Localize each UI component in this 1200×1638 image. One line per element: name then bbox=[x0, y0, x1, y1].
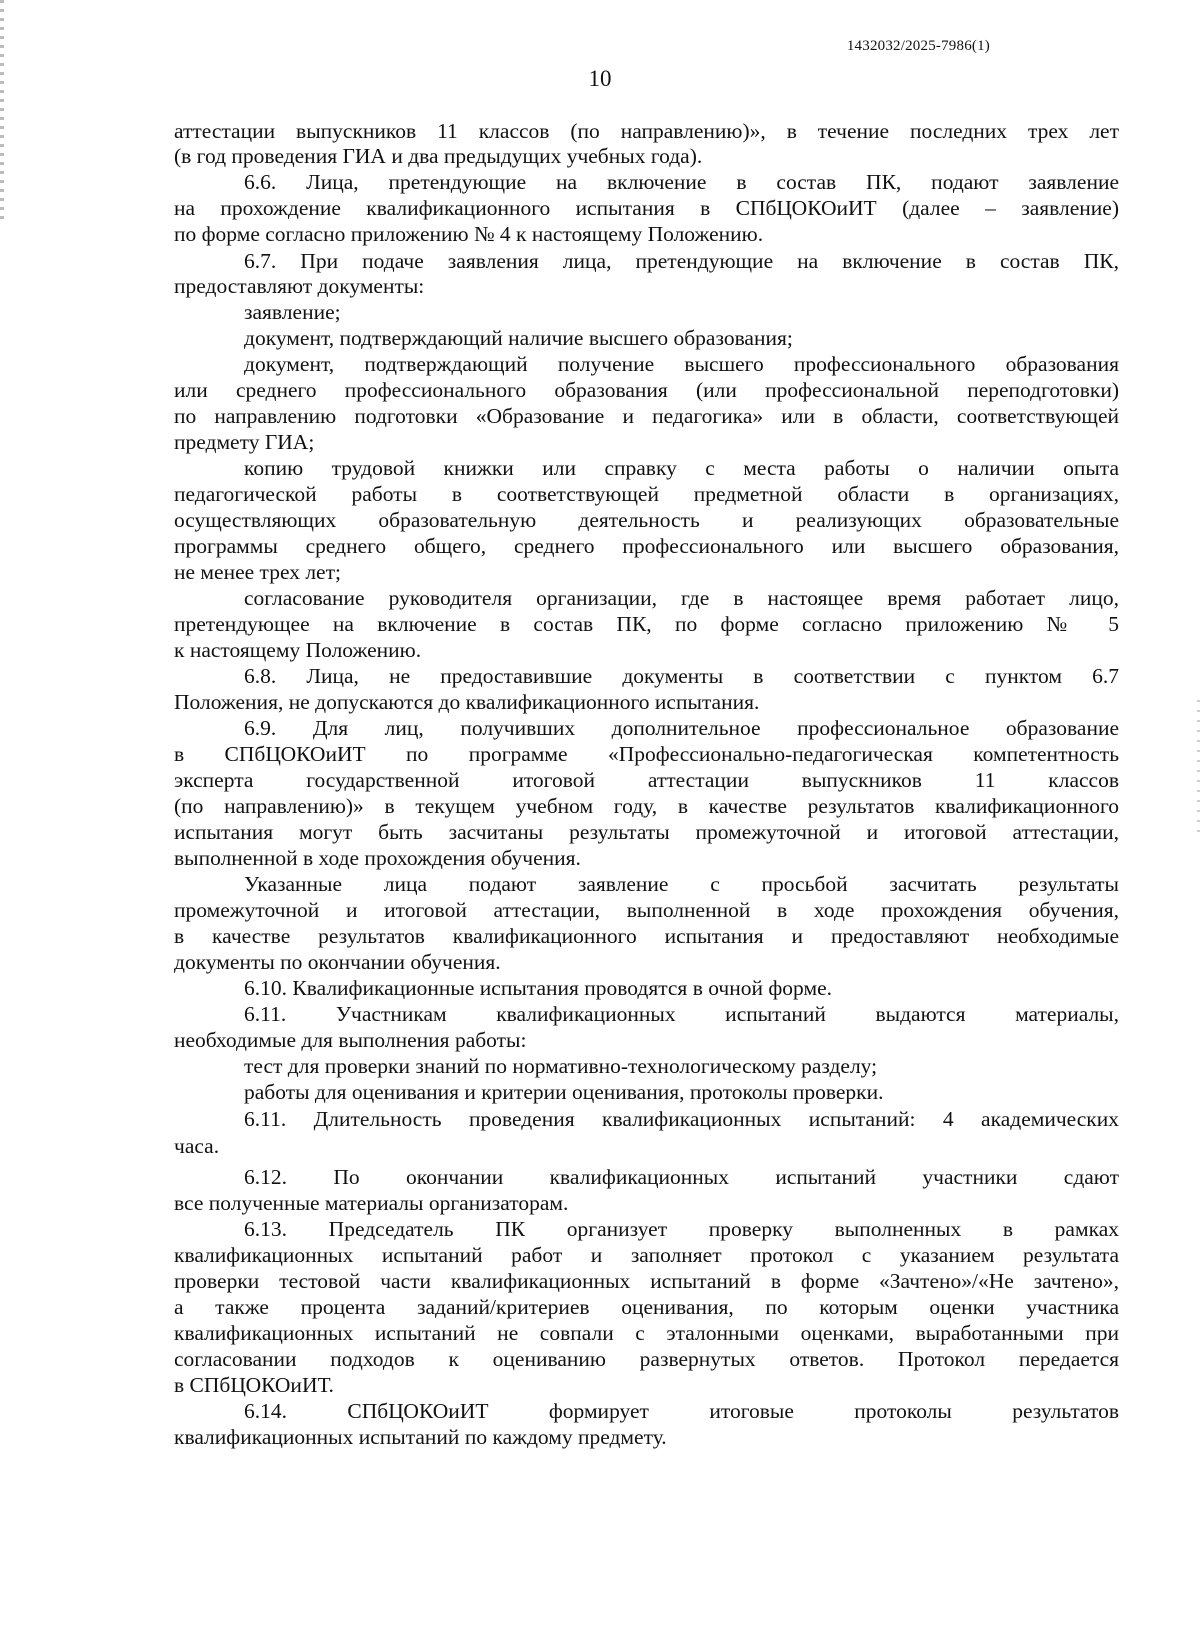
text-line: 6.9. Для лиц, получивших дополнительное профессиональное образование bbox=[244, 716, 1119, 740]
text-line: в СПбЦОКОиИТ. bbox=[174, 1373, 334, 1397]
text-line: квалификационных испытаний по каждому предмету. bbox=[174, 1425, 667, 1449]
text-line: тест для проверки знаний по нормативно-технологическому разделу; bbox=[244, 1054, 878, 1078]
text-line: документ, подтверждающий наличие высшего образования; bbox=[244, 326, 793, 350]
text-line: документ, подтверждающий получение высшего профессионального образования bbox=[244, 352, 1119, 376]
text-line: Положения, не допускаются до квалификационного испытания. bbox=[174, 690, 760, 714]
text-line: к настоящему Положению. bbox=[174, 638, 422, 662]
text-line: осуществляющих образовательную деятельность и реализующих образовательные bbox=[174, 508, 1119, 532]
text-line: 6.14. СПбЦОКОиИТ формирует итоговые протоколы результатов bbox=[244, 1399, 1119, 1423]
text-line: а также процента заданий/критериев оценивания, по которым оценки участника bbox=[174, 1295, 1119, 1319]
text-line: квалификационных испытаний не совпали с эталонными оценками, выработанными при bbox=[174, 1321, 1119, 1345]
text-line: эксперта государственной итоговой аттестации выпускников 11 классов bbox=[174, 768, 1119, 792]
page-number: 10 bbox=[588, 66, 612, 91]
text-line: не менее трех лет; bbox=[174, 560, 341, 584]
text-line: согласование руководителя организации, где в настоящее время работает лицо, bbox=[244, 586, 1119, 610]
text-line: 6.11. Длительность проведения квалификационных испытаний: 4 академических bbox=[244, 1107, 1119, 1131]
text-line: заявление; bbox=[244, 300, 341, 324]
scan-edge-marks bbox=[0, 0, 4, 220]
text-line: (в год проведения ГИА и два предыдущих учебных года). bbox=[174, 144, 703, 168]
text-line: часа. bbox=[174, 1134, 220, 1158]
text-line: или среднего профессионального образования (или профессиональной переподготовки) bbox=[174, 378, 1119, 402]
text-line: квалификационных испытаний работ и заполняет протокол с указанием результата bbox=[174, 1243, 1119, 1267]
text-line: копию трудовой книжки или справку с места работы о наличии опыта bbox=[244, 456, 1119, 480]
text-line: претендующее на включение в состав ПК, по форме согласно приложению № 5 bbox=[174, 612, 1119, 636]
text-line: в СПбЦОКОиИТ по программе «Профессионально-педагогическая компетентность bbox=[174, 742, 1119, 766]
text-line: на прохождение квалификационного испытания в СПбЦОКОиИТ (далее – заявление) bbox=[174, 196, 1119, 220]
text-line: работы для оценивания и критерии оценивания, протоколы проверки. bbox=[244, 1080, 884, 1104]
text-line: 6.11. Участникам квалификационных испытаний выдаются материалы, bbox=[244, 1002, 1119, 1026]
text-line: документы по окончании обучения. bbox=[174, 950, 501, 974]
text-line: педагогической работы в соответствующей предметной области в организациях, bbox=[174, 482, 1119, 506]
text-line: испытания могут быть засчитаны результаты промежуточной и итоговой аттестации, bbox=[174, 820, 1119, 844]
text-line: по форме согласно приложению № 4 к настоящему Положению. bbox=[174, 222, 764, 246]
text-line: 6.10. Квалификационные испытания проводятся в очной форме. bbox=[244, 976, 832, 1000]
text-line: программы среднего общего, среднего профессионального или высшего образования, bbox=[174, 534, 1119, 558]
document-registration-number: 1432032/2025-7986(1) bbox=[846, 38, 990, 54]
text-line: (по направлению)» в текущем учебном году, в качестве результатов квалификационного bbox=[174, 794, 1119, 818]
text-line: предоставляют документы: bbox=[174, 274, 425, 298]
text-line: 6.7. При подаче заявления лица, претендующие на включение в состав ПК, bbox=[244, 249, 1119, 273]
text-line: промежуточной и итоговой аттестации, выполненной в ходе прохождения обучения, bbox=[174, 898, 1119, 922]
text-line: 6.6. Лица, претендующие на включение в состав ПК, подают заявление bbox=[244, 170, 1119, 194]
text-line: 6.13. Председатель ПК организует проверку выполненных в рамках bbox=[244, 1217, 1119, 1241]
text-line: по направлению подготовки «Образование и педагогика» или в области, соответствующей bbox=[174, 404, 1119, 428]
text-line: согласовании подходов к оцениванию развернутых ответов. Протокол передается bbox=[174, 1347, 1119, 1371]
text-line: аттестации выпускников 11 классов (по направлению)», в течение последних трех лет bbox=[174, 119, 1119, 143]
text-line: 6.8. Лица, не предоставившие документы в соответствии с пунктом 6.7 bbox=[244, 664, 1119, 688]
text-line: Указанные лица подают заявление с просьбой засчитать результаты bbox=[244, 872, 1119, 896]
text-line: необходимые для выполнения работы: bbox=[174, 1028, 527, 1052]
text-line: предмету ГИА; bbox=[174, 430, 315, 454]
text-line: проверки тестовой части квалификационных испытаний в форме «Зачтено»/«Не зачтено», bbox=[174, 1269, 1119, 1293]
text-line: 6.12. По окончании квалификационных испытаний участники сдают bbox=[244, 1165, 1119, 1189]
text-line: выполненной в ходе прохождения обучения. bbox=[174, 846, 581, 870]
text-line: в качестве результатов квалификационного испытания и предоставляют необходимые bbox=[174, 924, 1119, 948]
text-line: все полученные материалы организаторам. bbox=[174, 1191, 569, 1215]
